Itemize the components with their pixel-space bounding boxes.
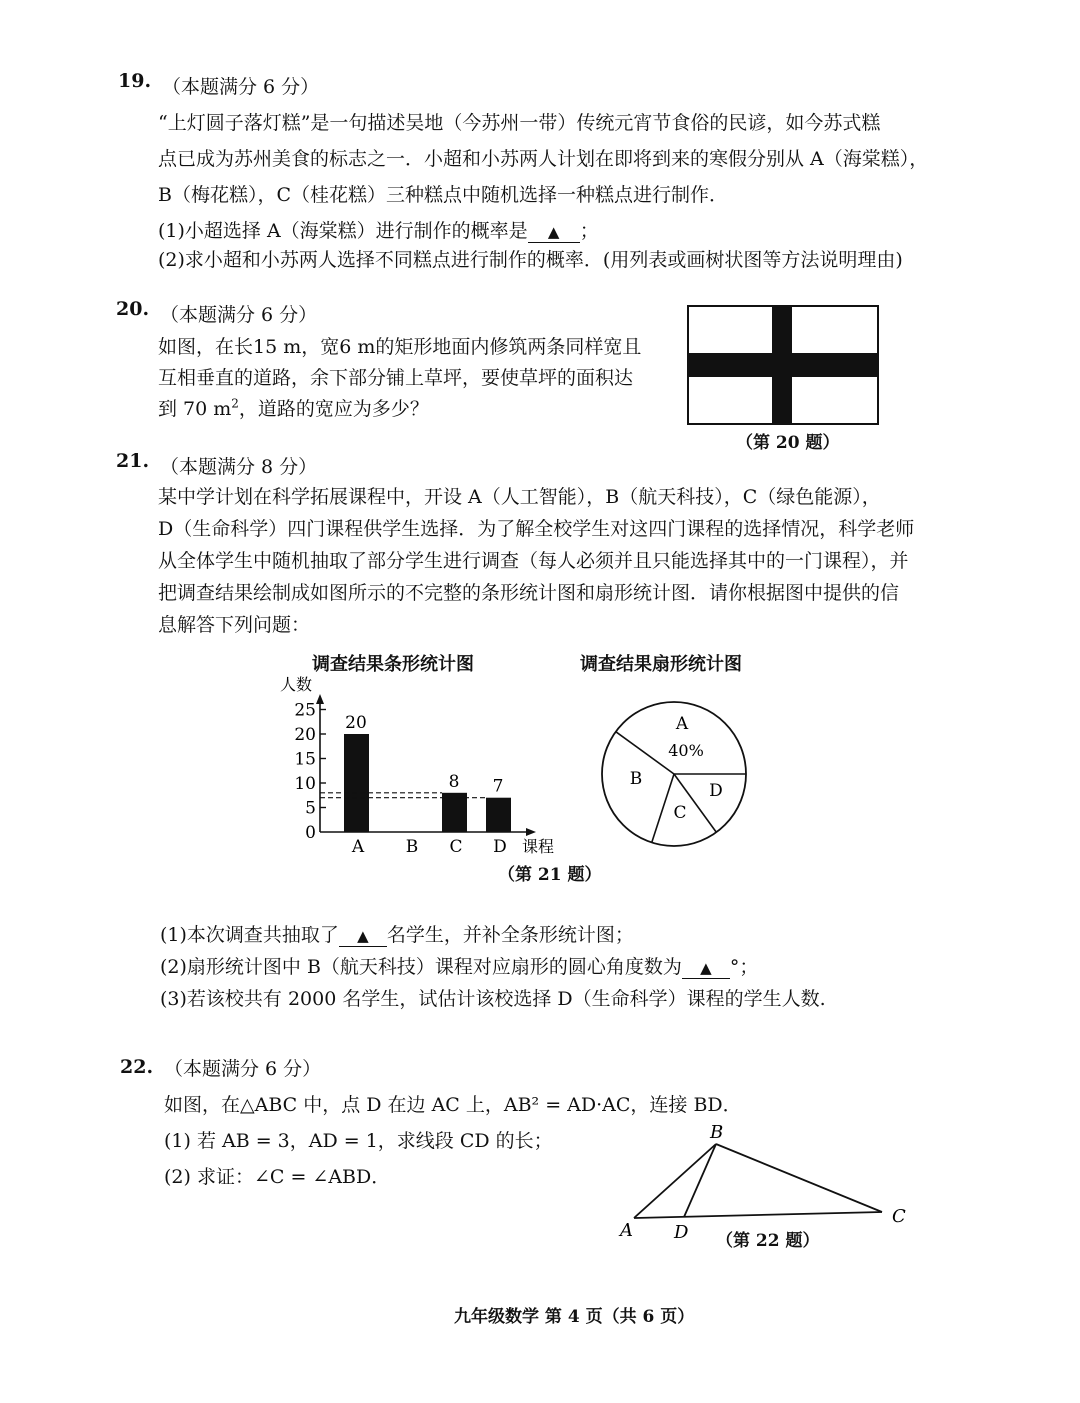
- pie-label-a: A: [675, 714, 689, 734]
- bar-value-label: 7: [492, 776, 504, 797]
- q20-score: （本题满分 6 分）: [160, 304, 318, 326]
- y-tick-label: 5: [305, 798, 316, 819]
- y-tick-label: 20: [294, 725, 316, 745]
- q21-part-2: (2)扇形统计图中 B（航天科技）课程对应扇形的圆心角度数为 ▲ °；: [160, 956, 759, 978]
- bar-d: [486, 798, 511, 832]
- q22-part-2: (2) 求证：∠C = ∠ABD．: [164, 1166, 391, 1188]
- q19-part-1: (1)小超选择 A（海棠糕）进行制作的概率是 ▲ ；: [158, 220, 599, 242]
- q22-stem: 如图，在△ABC 中，点 D 在边 AC 上，AB² = AD·AC，连接 BD．: [164, 1094, 742, 1116]
- q21-number: 21.: [116, 450, 150, 472]
- q21-score: （本题满分 8 分）: [160, 456, 318, 478]
- pie-chart: [596, 696, 752, 852]
- x-tick-label: D: [493, 837, 507, 857]
- answer-blank: ▲: [339, 924, 387, 947]
- q19-score: （本题满分 6 分）: [162, 76, 320, 98]
- q19-line-3: B（梅花糕），C（桂花糕）三种糕点中随机选择一种糕点进行制作．: [158, 184, 729, 206]
- y-tick-label: 15: [294, 749, 316, 770]
- q20-road-figure: [686, 304, 882, 428]
- x-axis-arrow: [526, 828, 536, 836]
- q22-score: （本题满分 6 分）: [164, 1058, 322, 1080]
- q22-caption: （第 22 题）: [716, 1231, 820, 1251]
- q20-line-1: 如图，在长15 m，宽6 m的矩形地面内修筑两条同样宽且: [158, 336, 642, 358]
- x-axis-label: 课程: [522, 837, 555, 856]
- q19-part-1-text: (1)小超选择 A（海棠糕）进行制作的概率是: [158, 220, 528, 242]
- bar-value-label: 8: [448, 771, 460, 792]
- page-footer: 九年级数学 第 4 页（共 6 页）: [454, 1307, 695, 1327]
- q21-part-1: (1)本次调查共抽取了 ▲ 名学生，并补全条形统计图；: [160, 924, 634, 946]
- q21-line-3: 从全体学生中随机抽取了部分学生进行调查（每人必须并且只能选择其中的一门课程），并: [158, 550, 909, 572]
- bar-c: [442, 793, 467, 832]
- q21-caption: （第 21 题）: [498, 865, 602, 885]
- y-tick-label: 25: [294, 700, 316, 721]
- segment-ab: [634, 1144, 716, 1218]
- q22-part-1: (1) 若 AB = 3，AD = 1，求线段 CD 的长；: [164, 1130, 553, 1152]
- q21-line-2: D（生命科学）四门课程供学生选择．为了解全校学生对这四门课程的选择情况，科学老师: [158, 518, 915, 540]
- y-axis-arrow: [316, 694, 324, 704]
- segment-bd: [684, 1144, 716, 1217]
- x-tick-label: B: [405, 837, 419, 857]
- y-axis-label: 人数: [280, 675, 313, 694]
- q21-line-1: 某中学计划在科学拓展课程中，开设 A（人工智能），B（航天科技），C（绿色能源），: [158, 486, 881, 508]
- pie-label-b: B: [629, 769, 643, 789]
- q22-number: 22.: [120, 1056, 154, 1078]
- q20-line-2: 互相垂直的道路，余下部分铺上草坪，要使草坪的面积达: [158, 367, 634, 389]
- segment-bc: [716, 1144, 882, 1212]
- x-tick-label: A: [351, 837, 365, 857]
- pie-percent-a: 40%: [668, 741, 704, 760]
- q20-number: 20.: [116, 298, 150, 320]
- point-a-label: A: [620, 1220, 633, 1241]
- pie-chart-title: 调查结果扇形统计图: [580, 654, 742, 675]
- q19-line-2: 点已成为苏州美食的标志之一．小超和小苏两人计划在即将到来的寒假分别从 A（海棠糕），: [158, 148, 929, 170]
- bar-chart-title: 调查结果条形统计图: [312, 654, 474, 675]
- segment-ac: [634, 1212, 882, 1218]
- q19-part-2: (2)求小超和小苏两人选择不同糕点进行制作的概率．(用列表或画树状图等方法说明理由): [158, 249, 903, 271]
- q20-caption: （第 20 题）: [736, 433, 840, 453]
- q21-part-3: (3)若该校共有 2000 名学生，试估计该校选择 D（生命科学）课程的学生人数.: [160, 988, 826, 1010]
- y-tick-label: 0: [305, 823, 316, 843]
- q19-line-1: “上灯圆子落灯糕”是一句描述吴地（今苏州一带）传统元宵节食俗的民谚，如今苏式糕: [158, 112, 881, 134]
- answer-blank: ▲: [528, 220, 580, 243]
- q20-line-3: 到 70 $m^2$，道路的宽应为多少？: [158, 396, 429, 420]
- answer-blank: ▲: [682, 956, 730, 979]
- pie-label-d: D: [709, 781, 723, 801]
- x-tick-label: C: [449, 837, 463, 857]
- pie-label-c: C: [673, 803, 687, 823]
- y-tick-label: 10: [294, 774, 316, 794]
- q21-line-5: 息解答下列问题：: [158, 614, 311, 636]
- point-b-label: B: [710, 1122, 724, 1143]
- q21-line-4: 把调查结果绘制成如图所示的不完整的条形统计图和扇形统计图．请你根据图中提供的信: [158, 582, 900, 604]
- vertical-road: [772, 306, 792, 424]
- point-d-label: D: [674, 1222, 689, 1243]
- bar-value-label: 20: [345, 713, 367, 733]
- bar-a: [344, 734, 369, 832]
- point-c-label: C: [892, 1206, 906, 1227]
- bar-chart: [270, 672, 570, 862]
- q19-number: 19.: [118, 70, 152, 92]
